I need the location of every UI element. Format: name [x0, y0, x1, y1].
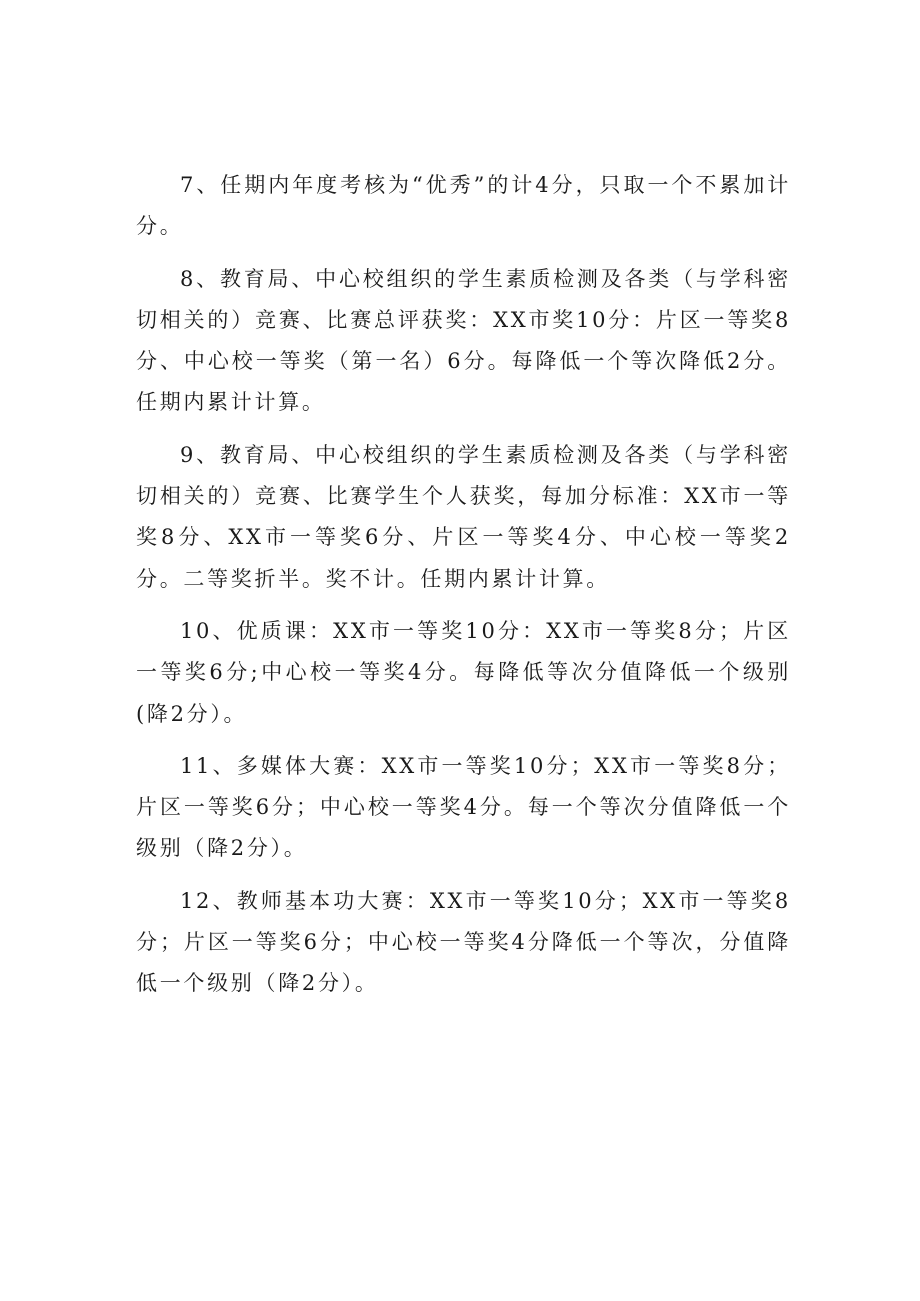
paragraph-item-10: 10、优质课：XX市一等奖10分：XX市一等奖8分；片区一等奖6分;中心校一等奖4分。每降低等次分值降低一个级别(降2分）。	[136, 618, 792, 726]
paragraph-item-8: 8、教育局、中心校组织的学生素质检测及各类（与学科密切相关的）竞赛、比赛总评获奖：XX市奖10分：片区一等奖8分、中心校一等奖（第一名）6分。每降低一个等次降低2分。任期内累计计算。	[136, 266, 791, 415]
paragraph-item-12: 12、教师基本功大赛：XX市一等奖10分；XX市一等奖8分；片区一等奖6分；中心校一等奖4分降低一个等次，分值降低一个级别（降2分）。	[136, 888, 791, 996]
document-body	[136, 165, 791, 1016]
paragraph-item-7: 7、任期内年度考核为“优秀”的计4分，只取一个不累加计分。	[136, 173, 791, 239]
paragraph-item-9: 9、教育局、中心校组织的学生素质检测及各类（与学科密切相关的）竞赛、比赛学生个人获奖，每加分标准：XX市一等奖8分、XX市一等奖6分、片区一等奖4分、中心校一等奖2分。二等奖折半。奖不计。任期内累计计算。	[136, 442, 791, 591]
paragraph-item-11: 11、多媒体大赛：XX市一等奖10分；XX市一等奖8分；片区一等奖6分；中心校一等奖4分。每一个等次分值降低一个级别（降2分）。	[136, 753, 791, 861]
